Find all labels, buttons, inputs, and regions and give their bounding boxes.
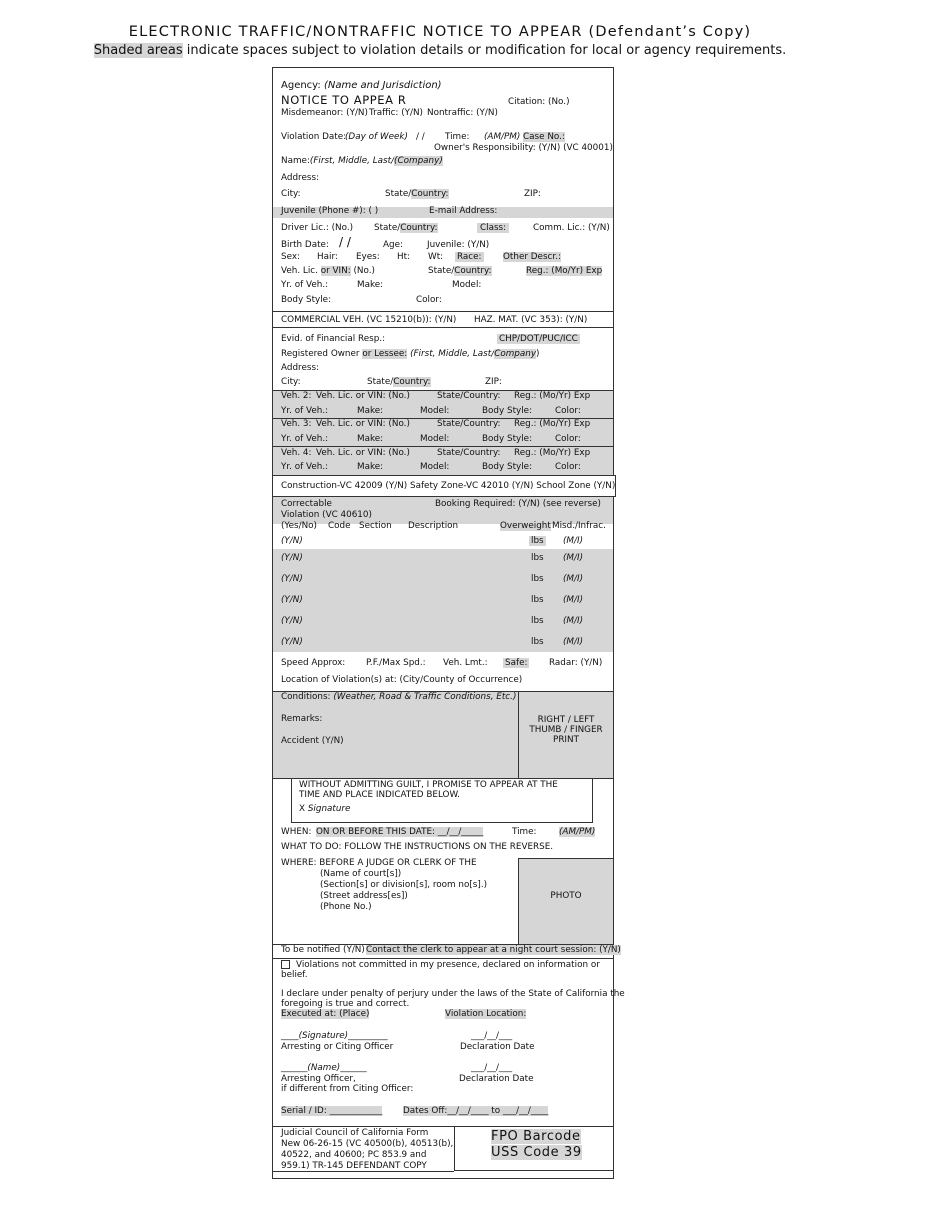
- divider: [273, 1171, 454, 1172]
- viol-row-4-lbs[interactable]: lbs: [531, 595, 544, 605]
- declaration-date-label-2: Declaration Date: [459, 1074, 534, 1084]
- night-court-field[interactable]: Contact the clerk to appear at a night court session: (Y/N): [366, 945, 621, 955]
- form-info-2: New 06-26-15 (VC 40500(b), 40513(b),: [281, 1139, 454, 1149]
- veh2-state-field[interactable]: State/Country:: [437, 391, 501, 401]
- viol-row-5-mi[interactable]: (M/I): [563, 616, 584, 626]
- financial-resp-field[interactable]: Evid. of Financial Resp.:: [281, 334, 386, 344]
- barcode-label-1: FPO Barcode: [491, 1129, 581, 1144]
- col-description: Description: [408, 521, 459, 531]
- hair-field[interactable]: Hair:: [317, 252, 338, 262]
- birth-date-label: Birth Date:: [281, 240, 329, 250]
- driver-lic-field[interactable]: Driver Lic.: (No.): [281, 223, 354, 233]
- owner-zip-field[interactable]: ZIP:: [485, 377, 502, 387]
- shade-conditions: [273, 691, 518, 778]
- viol-row-5-lbs[interactable]: lbs: [531, 616, 544, 626]
- veh2-color-field[interactable]: Color:: [555, 406, 581, 416]
- form-info-1: Judicial Council of California Form: [281, 1128, 429, 1138]
- class-field[interactable]: Class:: [477, 223, 509, 233]
- other-descr-field[interactable]: Other Descr.:: [503, 252, 561, 262]
- registered-owner-field[interactable]: Registered Owner or Lessee: (First, Middle, Last/Company): [281, 349, 540, 359]
- weight-field[interactable]: Wt:: [428, 252, 444, 262]
- divider: [273, 958, 613, 959]
- appear-time-label: Time:: [512, 827, 537, 837]
- not-in-presence-cont: belief.: [281, 970, 308, 980]
- model-field[interactable]: Model:: [452, 280, 482, 290]
- officer-name-line[interactable]: ______(Name)______: [281, 1063, 367, 1073]
- juvenile-field[interactable]: Juvenile: (Y/N): [427, 240, 490, 250]
- viol-row-3-mi[interactable]: (M/I): [563, 574, 584, 584]
- agency-label: Agency: (Name and Jurisdiction): [281, 80, 442, 91]
- divider: [273, 327, 613, 328]
- not-in-presence-line[interactable]: Violations not committed in my presence, declared on information or: [281, 960, 600, 970]
- veh3-body-field[interactable]: Body Style:: [482, 434, 533, 444]
- conditions-field[interactable]: Conditions: (Weather, Road & Traffic Conditions, Etc.): [281, 692, 517, 702]
- veh3-model-field[interactable]: Model:: [420, 434, 450, 444]
- perjury-line-1: I declare under penalty of perjury under the laws of the State of California the: [281, 989, 625, 999]
- violation-date-label: Violation Date:: [281, 132, 347, 142]
- page-title: ELECTRONIC TRAFFIC/NONTRAFFIC NOTICE TO APPEAR (Defendant’s Copy): [128, 24, 752, 40]
- owner-state-country-field[interactable]: State/Country:: [367, 377, 431, 387]
- time-label: Time:: [445, 132, 470, 142]
- nontraffic-field[interactable]: Nontraffic: (Y/N): [427, 108, 498, 118]
- veh4-body-field[interactable]: Body Style:: [482, 462, 533, 472]
- veh4-model-field[interactable]: Model:: [420, 462, 450, 472]
- viol-row-6-lbs[interactable]: lbs: [531, 637, 544, 647]
- viol-row-1-mi[interactable]: (M/I): [563, 536, 584, 546]
- traffic-field[interactable]: Traffic: (Y/N): [369, 108, 423, 118]
- veh2-make-field[interactable]: Make:: [357, 406, 384, 416]
- form-info-3: 40522, and 40600; PC 853.9 and: [281, 1150, 427, 1160]
- page-subtitle: [0, 43, 880, 58]
- veh4-yr-field[interactable]: Yr. of Veh.:: [281, 462, 329, 472]
- col-overweight: Overweight: [500, 521, 551, 531]
- court-phone[interactable]: (Phone No.): [320, 902, 372, 912]
- citation-label: Citation: (No.): [508, 97, 570, 107]
- court-section[interactable]: (Section[s] or division[s], room no[s].): [320, 880, 488, 890]
- case-no-field[interactable]: Case No.:: [523, 132, 565, 142]
- what-to-do: WHAT TO DO: FOLLOW THE INSTRUCTIONS ON THE REVERSE.: [281, 842, 554, 852]
- photo-box: [518, 858, 614, 944]
- promise-line-1: WITHOUT ADMITTING GUILT, I PROMISE TO APPEAR AT THE: [299, 780, 558, 790]
- make-field[interactable]: Make:: [357, 280, 384, 290]
- ampm-hint: (AM/PM): [484, 132, 521, 142]
- veh3-state-field[interactable]: State/Country:: [437, 419, 501, 429]
- zip-field[interactable]: ZIP:: [524, 189, 541, 199]
- viol-row-3-yn[interactable]: (Y/N): [281, 574, 303, 584]
- veh2-reg-field[interactable]: Reg.: (Mo/Yr) Exp: [514, 391, 591, 401]
- owner-address-field[interactable]: Address:: [281, 363, 319, 373]
- divider: [273, 446, 613, 447]
- hazmat-field[interactable]: HAZ. MAT. (VC 353): (Y/N): [474, 315, 588, 325]
- address-field[interactable]: Address:: [281, 173, 319, 183]
- checkbox[interactable]: [281, 960, 290, 969]
- radar-field[interactable]: Radar: (Y/N): [549, 658, 603, 668]
- viol-row-3-lbs[interactable]: lbs: [531, 574, 544, 584]
- veh2-model-field[interactable]: Model:: [420, 406, 450, 416]
- veh3-make-field[interactable]: Make:: [357, 434, 384, 444]
- dates-off-field[interactable]: Dates Off:__/__/____ to ___/__/____: [403, 1106, 549, 1116]
- perjury-line-2: foregoing is true and correct.: [281, 999, 410, 1009]
- misdemeanor-field[interactable]: Misdemeanor: (Y/N): [281, 108, 368, 118]
- height-field[interactable]: Ht:: [397, 252, 411, 262]
- declaration-date-line-1[interactable]: ___/__/___: [471, 1031, 513, 1041]
- executed-at-field[interactable]: Executed at: (Place): [281, 1009, 370, 1019]
- sex-field[interactable]: Sex:: [281, 252, 301, 262]
- veh2-lic-field[interactable]: Veh. Lic. or VIN: (No.): [316, 391, 410, 401]
- veh-state-country-field[interactable]: State/Country:: [428, 266, 492, 276]
- notice-form: [272, 67, 625, 1179]
- where-label: WHERE: BEFORE A JUDGE OR CLERK OF THE: [281, 858, 477, 868]
- signature-field[interactable]: X Signature: [299, 804, 351, 814]
- court-street[interactable]: (Street address[es]): [320, 891, 408, 901]
- col-code: Code: [328, 521, 351, 531]
- when-label: WHEN:: [281, 827, 312, 837]
- comm-lic-field[interactable]: Comm. Lic.: (Y/N): [533, 223, 610, 233]
- viol-row-4-mi[interactable]: (M/I): [563, 595, 584, 605]
- col-misd-infrac: Misd./Infrac.: [552, 521, 606, 531]
- photo-label: PHOTO: [550, 891, 582, 901]
- veh4-lic-field[interactable]: Veh. Lic. or VIN: (No.): [316, 448, 410, 458]
- veh3-lic-field[interactable]: Veh. Lic. or VIN: (No.): [316, 419, 410, 429]
- birth-date-slashes[interactable]: / /: [339, 235, 351, 249]
- declaration-date-label-1: Declaration Date: [460, 1042, 535, 1052]
- notice-to-appear-heading: NOTICE TO APPEA R: [281, 93, 407, 107]
- dl-state-country-field[interactable]: State/Country:: [374, 223, 438, 233]
- race-field[interactable]: Race:: [457, 252, 482, 262]
- eyes-field[interactable]: Eyes:: [356, 252, 380, 262]
- viol-row-2-lbs[interactable]: lbs: [531, 553, 544, 563]
- zone-field[interactable]: Construction-VC 42009 (Y/N) Safety Zone-VC 42010 (Y/N) School Zone (Y/N): [281, 481, 616, 491]
- appear-ampm-field[interactable]: (AM/PM): [559, 827, 596, 837]
- col-section: Section: [359, 521, 392, 531]
- veh2-yr-field[interactable]: Yr. of Veh.:: [281, 406, 329, 416]
- serial-id-field[interactable]: Serial / ID: ____________: [281, 1106, 383, 1116]
- viol-row-2-yn[interactable]: (Y/N): [281, 553, 303, 563]
- city-field[interactable]: City:: [281, 189, 301, 199]
- promise-line-2: TIME AND PLACE INDICATED BELOW.: [299, 790, 460, 800]
- state-country-field[interactable]: State/Country:: [385, 189, 449, 199]
- accident-field[interactable]: Accident (Y/N): [281, 736, 344, 746]
- juvenile-phone-field[interactable]: Juvenile (Phone #): ( ): [281, 206, 379, 216]
- email-field[interactable]: E-mail Address:: [429, 206, 498, 216]
- divider: [273, 311, 613, 312]
- correctable-label: Correctable: [281, 499, 332, 509]
- if-different-label: if different from Citing Officer:: [281, 1084, 414, 1094]
- color-field[interactable]: Color:: [416, 295, 442, 305]
- veh4-reg-field[interactable]: Reg.: (Mo/Yr) Exp: [514, 448, 591, 458]
- yr-of-veh-field[interactable]: Yr. of Veh.:: [281, 280, 329, 290]
- col-yes-no: (Yes/No): [281, 521, 317, 531]
- veh3-color-field[interactable]: Color:: [555, 434, 581, 444]
- day-of-week-hint: (Day of Week): [345, 132, 408, 142]
- location-of-violation-field[interactable]: Location of Violation(s) at: (City/County of Occurrence): [281, 675, 523, 685]
- veh-lmt-field[interactable]: Veh. Lmt.:: [443, 658, 488, 668]
- owner-city-field[interactable]: City:: [281, 377, 301, 387]
- veh-lic-field[interactable]: Veh. Lic. or VIN: (No.): [281, 266, 375, 276]
- court-name[interactable]: (Name of court[s]): [320, 869, 402, 879]
- veh4-label: Veh. 4:: [281, 448, 312, 458]
- appear-date-field[interactable]: ON OR BEFORE THIS DATE: __/__/_____: [316, 827, 484, 837]
- safe-field[interactable]: Safe:: [505, 658, 528, 668]
- print-label-3: PRINT: [553, 735, 579, 745]
- viol-row-1-yn[interactable]: (Y/N): [281, 536, 303, 546]
- subtitle-text: indicate spaces subject to violation details or modification for local or agency requirements.: [182, 43, 787, 58]
- viol-row-2-mi[interactable]: (M/I): [563, 553, 584, 563]
- veh3-reg-field[interactable]: Reg.: (Mo/Yr) Exp: [514, 419, 591, 429]
- veh2-body-field[interactable]: Body Style:: [482, 406, 533, 416]
- pf-max-spd-field[interactable]: P.F./Max Spd.:: [366, 658, 426, 668]
- name-field[interactable]: Name:(First, Middle, Last/(Company): [281, 156, 443, 166]
- to-be-notified-field[interactable]: To be notified (Y/N): [281, 945, 365, 955]
- veh4-color-field[interactable]: Color:: [555, 462, 581, 472]
- body-style-field[interactable]: Body Style:: [281, 295, 332, 305]
- veh3-label: Veh. 3:: [281, 419, 312, 429]
- viol-row-4-yn[interactable]: (Y/N): [281, 595, 303, 605]
- shade-violations: [273, 549, 613, 652]
- officer-signature-line[interactable]: ____(Signature)_________: [281, 1031, 388, 1041]
- veh2-label: Veh. 2:: [281, 391, 312, 401]
- violation-vc-label: Violation (VC 40610): [281, 510, 372, 520]
- arresting-officer-2-label: Arresting Officer,: [281, 1074, 356, 1084]
- speed-approx-field[interactable]: Speed Approx:: [281, 658, 346, 668]
- violation-date-slashes[interactable]: / /: [416, 132, 425, 142]
- declaration-date-line-2[interactable]: ___/__/___: [471, 1063, 513, 1073]
- viol-row-5-yn[interactable]: (Y/N): [281, 616, 303, 626]
- print-label-1: RIGHT / LEFT: [537, 715, 595, 725]
- remarks-field[interactable]: Remarks:: [281, 714, 323, 724]
- booking-required-field[interactable]: Booking Required: (Y/N) (see reverse): [435, 499, 601, 509]
- viol-row-6-yn[interactable]: (Y/N): [281, 637, 303, 647]
- form-info-4: 959.1) TR-145 DEFENDANT COPY: [281, 1161, 427, 1171]
- age-field[interactable]: Age:: [383, 240, 403, 250]
- print-label-2: THUMB / FINGER: [529, 725, 603, 735]
- veh3-yr-field[interactable]: Yr. of Veh.:: [281, 434, 329, 444]
- chp-dot-field[interactable]: CHP/DOT/PUC/ICC: [499, 334, 578, 344]
- arresting-officer-label: Arresting or Citing Officer: [281, 1042, 394, 1052]
- veh4-make-field[interactable]: Make:: [357, 462, 384, 472]
- barcode-label-2: USS Code 39: [491, 1145, 582, 1160]
- shaded-areas-sample: Shaded areas: [93, 43, 183, 58]
- viol-row-1-lbs[interactable]: lbs: [531, 536, 544, 546]
- viol-row-6-mi[interactable]: (M/I): [563, 637, 584, 647]
- violation-location-field[interactable]: Violation Location:: [445, 1009, 527, 1019]
- owners-responsibility-field[interactable]: Owner's Responsibility: (Y/N) (VC 40001): [434, 143, 613, 153]
- veh-reg-field[interactable]: Reg.: (Mo/Yr) Exp: [526, 266, 603, 276]
- commercial-veh-field[interactable]: COMMERCIAL VEH. (VC 15210(b)): (Y/N): [281, 315, 457, 325]
- veh4-state-field[interactable]: State/Country:: [437, 448, 501, 458]
